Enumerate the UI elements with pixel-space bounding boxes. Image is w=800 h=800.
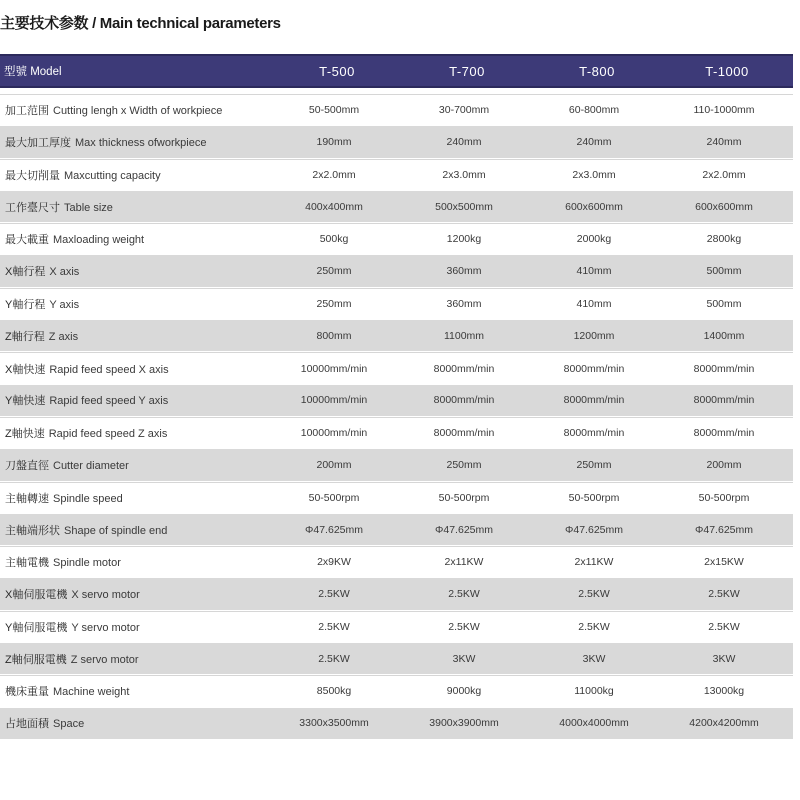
table-row <box>0 288 793 320</box>
row-label-zh: Z軸行程 <box>5 330 45 343</box>
row-value: 410mm <box>576 297 612 310</box>
row-value: 240mm <box>446 135 482 148</box>
row-value: 1200mm <box>573 329 615 342</box>
row-value: 240mm <box>706 135 742 148</box>
row-value: 60-800mm <box>568 104 620 117</box>
row-label <box>0 102 272 118</box>
row-value: 8000mm/min <box>693 394 755 407</box>
row-label-en: Maxcutting capacity <box>64 169 161 182</box>
row-value: 190mm <box>316 135 352 148</box>
table-row <box>0 385 793 417</box>
table-row <box>0 417 793 449</box>
row-label-zh: 刀盤直徑 <box>5 459 49 472</box>
row-label <box>0 683 272 699</box>
model-label-en: Model <box>30 66 62 78</box>
row-label-en: Rapid feed speed X axis <box>49 363 169 376</box>
table-row <box>0 449 793 481</box>
row-value: 13000kg <box>703 685 745 698</box>
row-value: 50-500rpm <box>698 491 750 504</box>
table-row <box>0 611 793 643</box>
row-label-en: Y axis <box>49 298 80 311</box>
row-label-zh: Z軸伺服電機 <box>5 653 67 666</box>
row-value: Φ47.625mm <box>305 523 363 536</box>
row-value: 400x400mm <box>305 200 363 213</box>
row-value: 2x15KW <box>704 556 744 569</box>
row-value: 250mm <box>316 265 352 278</box>
row-value: 8000mm/min <box>693 427 755 440</box>
table-row <box>0 482 793 514</box>
row-value: 4200x4200mm <box>689 717 759 730</box>
row-label-zh: Z軸快速 <box>5 428 45 441</box>
row-value: 2x2.0mm <box>312 168 356 181</box>
table-row <box>0 159 793 191</box>
row-value: 1100mm <box>443 329 485 342</box>
model-col-t800: T-800 <box>579 63 615 79</box>
row-label-en: X axis <box>49 266 80 279</box>
row-label-zh: X軸快速 <box>5 363 46 376</box>
row-label-en: Machine weight <box>53 686 130 699</box>
row-value: 8000mm/min <box>433 362 495 375</box>
row-value: 10000mm/min <box>300 427 368 440</box>
row-value: 3KW <box>452 652 476 665</box>
table-row <box>0 578 793 610</box>
row-value: 10000mm/min <box>300 394 368 407</box>
row-value: 2x2.0mm <box>702 168 746 181</box>
row-label-en: Maxloading weight <box>53 234 145 247</box>
row-value: 2.5KW <box>318 588 350 601</box>
row-value: 2000kg <box>576 233 612 246</box>
row-label-en: Rapid feed speed Z axis <box>48 428 168 441</box>
row-value: Φ47.625mm <box>565 523 623 536</box>
row-value: 2.5KW <box>318 620 350 633</box>
row-value: 30-700mm <box>438 104 490 117</box>
row-label-en: Spindle motor <box>53 557 121 570</box>
row-value: 2.5KW <box>578 588 610 601</box>
row-label-zh: X軸行程 <box>5 266 46 279</box>
row-value: 2x11KW <box>444 556 484 569</box>
row-value: 2.5KW <box>708 620 740 633</box>
table-row <box>0 546 793 578</box>
row-label-zh: 最大加工厚度 <box>5 136 71 149</box>
row-label <box>0 328 272 344</box>
table-row <box>0 255 793 287</box>
model-col-t500: T-500 <box>319 63 355 79</box>
table-row <box>0 675 793 707</box>
row-label <box>0 586 272 602</box>
row-label-en: Z axis <box>48 330 79 343</box>
table-row <box>0 352 793 384</box>
row-value: 2.5KW <box>448 620 480 633</box>
row-value: 8000mm/min <box>563 394 625 407</box>
model-col-t1000: T-1000 <box>705 63 749 79</box>
row-value: 9000kg <box>446 685 482 698</box>
row-value: Φ47.625mm <box>435 523 493 536</box>
row-label-en: X servo motor <box>71 589 140 602</box>
row-value: 500mm <box>706 265 742 278</box>
row-label-en: Y servo motor <box>71 621 140 634</box>
row-label-en: Rapid feed speed Y axis <box>49 395 169 408</box>
row-value: 2x3.0mm <box>572 168 616 181</box>
row-value: 500kg <box>319 233 349 246</box>
row-value: 8000mm/min <box>433 394 495 407</box>
row-label <box>0 619 272 635</box>
table-body <box>0 94 793 740</box>
row-value: 1200kg <box>446 233 482 246</box>
row-label-zh: 主軸轉速 <box>5 492 49 505</box>
row-label-zh: 最大載重 <box>5 234 49 247</box>
row-label <box>0 425 272 441</box>
row-label-en: Spindle speed <box>53 492 123 505</box>
row-label <box>0 361 272 377</box>
row-value: 2800kg <box>706 233 742 246</box>
row-value: 3KW <box>582 652 606 665</box>
row-label <box>0 199 272 215</box>
row-value: 8000mm/min <box>563 427 625 440</box>
table-row <box>0 94 793 126</box>
row-value: 50-500rpm <box>438 491 490 504</box>
row-value: 8000mm/min <box>563 362 625 375</box>
row-label <box>0 392 272 408</box>
page-title: 主要技术参数 / Main technical parameters <box>0 15 281 32</box>
row-label-en: Z servo motor <box>70 653 139 666</box>
row-value: 11000kg <box>574 685 614 698</box>
spec-table <box>0 54 793 740</box>
table-row <box>0 708 793 740</box>
row-value: 2.5KW <box>448 588 480 601</box>
row-value: 2.5KW <box>708 588 740 601</box>
row-value: 110-1000mm <box>693 104 755 117</box>
row-value: 410mm <box>576 265 612 278</box>
table-row <box>0 643 793 675</box>
table-row <box>0 223 793 255</box>
table-row <box>0 126 793 158</box>
row-value: 8000mm/min <box>693 362 755 375</box>
row-value: 8000mm/min <box>433 427 495 440</box>
row-value: 1400mm <box>703 329 745 342</box>
row-value: 8500kg <box>316 685 352 698</box>
row-label-zh: 主軸電機 <box>5 557 49 570</box>
row-label <box>0 296 272 312</box>
row-label-zh: 占地面積 <box>5 718 49 731</box>
row-label-zh: 最大切削量 <box>5 169 60 182</box>
row-value: 50-500rpm <box>568 491 620 504</box>
row-value: 4000x4000mm <box>559 717 629 730</box>
row-label <box>0 522 272 538</box>
row-label-en: Shape of spindle end <box>64 524 168 537</box>
row-label-en: Cutter diameter <box>53 459 129 472</box>
row-value: 600x600mm <box>565 200 623 213</box>
row-value: 2x9KW <box>317 556 351 569</box>
row-label-zh: Y軸伺服電機 <box>5 621 68 634</box>
row-value: 3300x3500mm <box>299 717 369 730</box>
row-value: 10000mm/min <box>300 362 368 375</box>
row-label-zh: Y軸快速 <box>5 395 46 408</box>
model-header-label <box>0 63 272 79</box>
row-label <box>0 167 272 183</box>
row-label-en: Table size <box>64 201 113 214</box>
table-row <box>0 514 793 546</box>
row-label-en: Cutting lengh x Width of workpiece <box>53 105 223 118</box>
row-value: 360mm <box>446 297 482 310</box>
row-value: 2x3.0mm <box>442 168 486 181</box>
row-value: 500x500mm <box>435 200 493 213</box>
row-label <box>0 490 272 506</box>
table-row <box>0 191 793 223</box>
row-label-zh: 主軸端形状 <box>5 524 60 537</box>
row-label-en: Max thickness ofworkpiece <box>75 136 207 149</box>
row-value: 3900x3900mm <box>429 717 499 730</box>
row-label-zh: 工作臺尺寸 <box>5 201 60 214</box>
row-value: 240mm <box>576 135 612 148</box>
row-label <box>0 231 272 247</box>
row-label-en: Space <box>53 718 85 731</box>
row-value: 250mm <box>576 458 612 471</box>
row-value: 360mm <box>446 265 482 278</box>
row-value: 3KW <box>712 652 736 665</box>
row-value: 250mm <box>316 297 352 310</box>
row-label-zh: 機床重量 <box>5 686 49 699</box>
row-value: 2.5KW <box>318 652 350 665</box>
row-value: 800mm <box>316 329 352 342</box>
row-value: 200mm <box>316 458 352 471</box>
row-value: 2.5KW <box>578 620 610 633</box>
model-label-zh: 型號 <box>4 66 27 78</box>
row-label <box>0 457 272 473</box>
row-label <box>0 134 272 150</box>
row-value: 600x600mm <box>695 200 753 213</box>
row-value: 500mm <box>706 297 742 310</box>
row-value: Φ47.625mm <box>695 523 753 536</box>
model-col-t700: T-700 <box>449 63 485 79</box>
row-value: 200mm <box>706 458 742 471</box>
row-label-zh: Y軸行程 <box>5 298 46 311</box>
row-label <box>0 651 272 667</box>
row-label-zh: X軸伺服電機 <box>5 589 68 602</box>
table-row <box>0 320 793 352</box>
table-header <box>0 54 793 88</box>
row-value: 50-500rpm <box>308 491 360 504</box>
row-label <box>0 554 272 570</box>
row-label <box>0 263 272 279</box>
row-value: 250mm <box>446 458 482 471</box>
row-label-zh: 加工范围 <box>5 105 49 118</box>
row-value: 2x11KW <box>574 556 614 569</box>
row-value: 50-500mm <box>308 104 360 117</box>
row-label <box>0 715 272 731</box>
